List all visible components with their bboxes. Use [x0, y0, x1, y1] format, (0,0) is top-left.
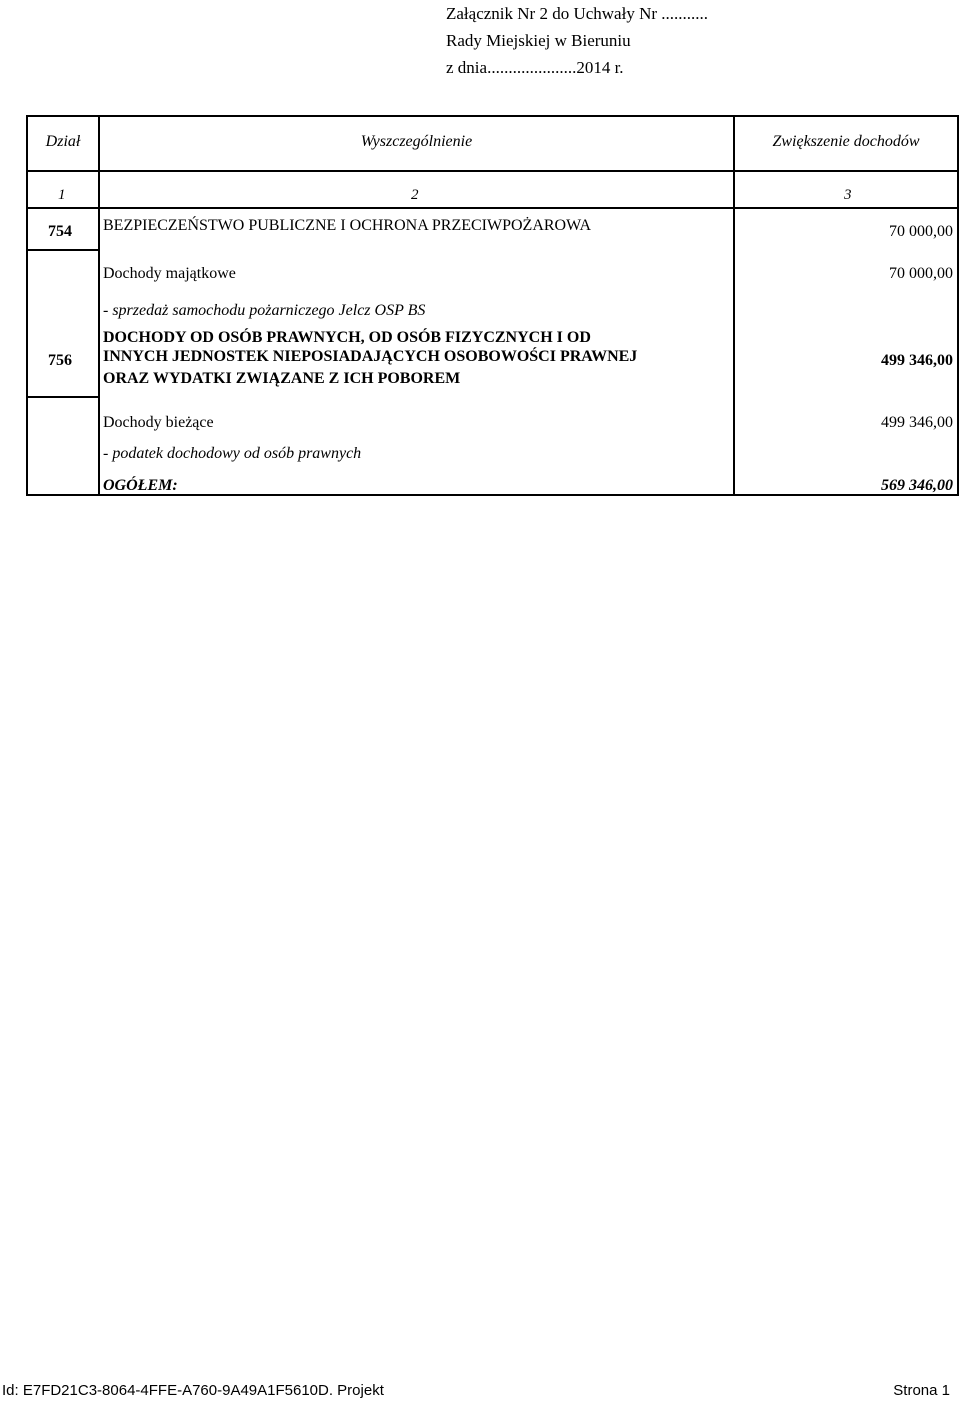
row-754-divider — [26, 249, 98, 251]
date-line: z dnia.....................2014 r. — [446, 58, 624, 77]
header-divider — [26, 170, 959, 172]
table-border-top — [26, 115, 959, 117]
column-divider-2 — [733, 115, 735, 496]
section-754-item: - sprzedaż samochodu pożarniczego Jelcz OSP BS — [103, 302, 426, 319]
section-756-title-line-1: DOCHODY OD OSÓB PRAWNYCH, OD OSÓB FIZYCZNYCH I OD — [103, 329, 591, 346]
dzial-754: 754 — [48, 223, 72, 240]
col-number-divider — [26, 207, 959, 209]
section-754-amount: 70 000,00 — [889, 223, 953, 240]
section-754-title: BEZPIECZEŃSTWO PUBLICZNE I OCHRONA PRZECIWPOŻAROWA — [103, 217, 591, 234]
table-border-right — [957, 115, 959, 496]
section-756-sub-label: Dochody bieżące — [103, 414, 214, 431]
page-number: Strona 1 — [893, 1382, 950, 1399]
dzial-756: 756 — [48, 352, 72, 369]
section-756-amount: 499 346,00 — [881, 352, 953, 369]
total-amount: 569 346,00 — [881, 477, 953, 494]
column-divider-1 — [98, 115, 100, 496]
col-header-dzial: Dział — [45, 133, 81, 150]
col-number-1: 1 — [58, 187, 66, 203]
total-label: OGÓŁEM: — [103, 477, 178, 494]
document-id: Id: E7FD21C3-8064-4FFE-A760-9A49A1F5610D. Projekt — [2, 1382, 384, 1399]
council-name: Rady Miejskiej w Bieruniu — [446, 31, 631, 50]
table-border-left — [26, 115, 28, 496]
row-756-divider — [26, 396, 98, 398]
col-header-wyszczegolnienie: Wyszczególnienie — [360, 133, 473, 150]
section-756-title-line-3: ORAZ WYDATKI ZWIĄZANE Z ICH POBOREM — [103, 370, 461, 387]
col-header-zwiekszenie: Zwiększenie dochodów — [772, 133, 920, 150]
section-756-item: - podatek dochodowy od osób prawnych — [103, 445, 362, 462]
section-756-title-line-2: INNYCH JEDNOSTEK NIEPOSIADAJĄCYCH OSOBOWOŚCI PRAWNEJ — [103, 348, 638, 365]
section-756-sub-amount: 499 346,00 — [881, 414, 953, 431]
section-754-sub-amount: 70 000,00 — [889, 265, 953, 282]
section-754-sub-label: Dochody majątkowe — [103, 265, 236, 282]
col-number-3: 3 — [844, 187, 852, 203]
attachment-title: Załącznik Nr 2 do Uchwały Nr ........... — [446, 4, 709, 23]
col-number-2: 2 — [411, 187, 419, 203]
